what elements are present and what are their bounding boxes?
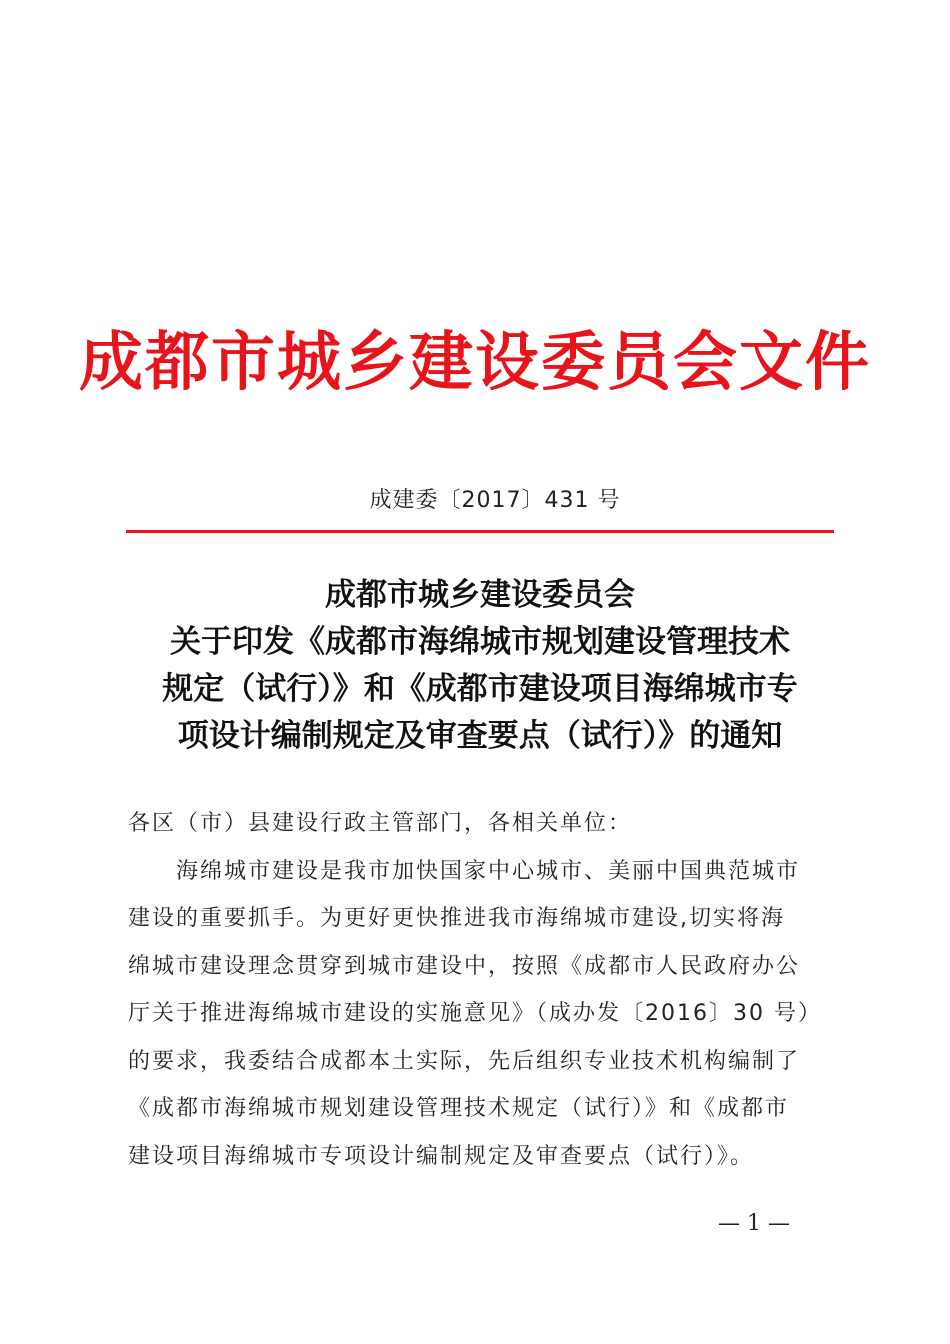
title-line: 成都市城乡建设委员会 <box>325 577 635 613</box>
notice-title <box>120 572 840 760</box>
title-line: 关于印发《成都市海绵城市规划建设管理技术 <box>170 624 790 660</box>
body-line: 建设项目海绵城市专项设计编制规定及审查要点（试行）》。 <box>128 1143 755 1169</box>
salutation: 各区（市）县建设行政主管部门，各相关单位： <box>128 811 633 836</box>
body-line: 《成都市海绵城市规划建设管理技术规定（试行）》和《成都市 <box>128 1096 790 1121</box>
title-line: 规定（试行）》和《成都市建设项目海绵城市专 <box>162 671 798 707</box>
body-line: 的要求，我委结合成都本土实际，先后组织专业技术机构编制了 <box>128 1048 801 1074</box>
body-line: 海绵城市建设是我市加快国家中心城市、美丽中国典范城市 <box>128 858 801 884</box>
body-line: 建设的重要抓手。为更好更快推进我市海绵城市建设,切实将海 <box>128 906 785 931</box>
page-number: — 1 — <box>718 1211 790 1236</box>
red-divider-line <box>126 530 834 533</box>
title-line: 项设计编制规定及审查要点（试行）》的通知 <box>177 718 783 754</box>
notice-body <box>128 800 838 1180</box>
document-number: 成建委〔2017〕431 号 <box>369 488 621 513</box>
body-line: 绵城市建设理念贯穿到城市建设中，按照《成都市人民政府办公 <box>128 953 801 979</box>
document-masthead: 成都市城乡建设委员会文件 <box>79 325 871 400</box>
body-line: 厅关于推进海绵城市建设的实施意见》（成办发〔2016〕30 号） <box>128 1001 822 1026</box>
